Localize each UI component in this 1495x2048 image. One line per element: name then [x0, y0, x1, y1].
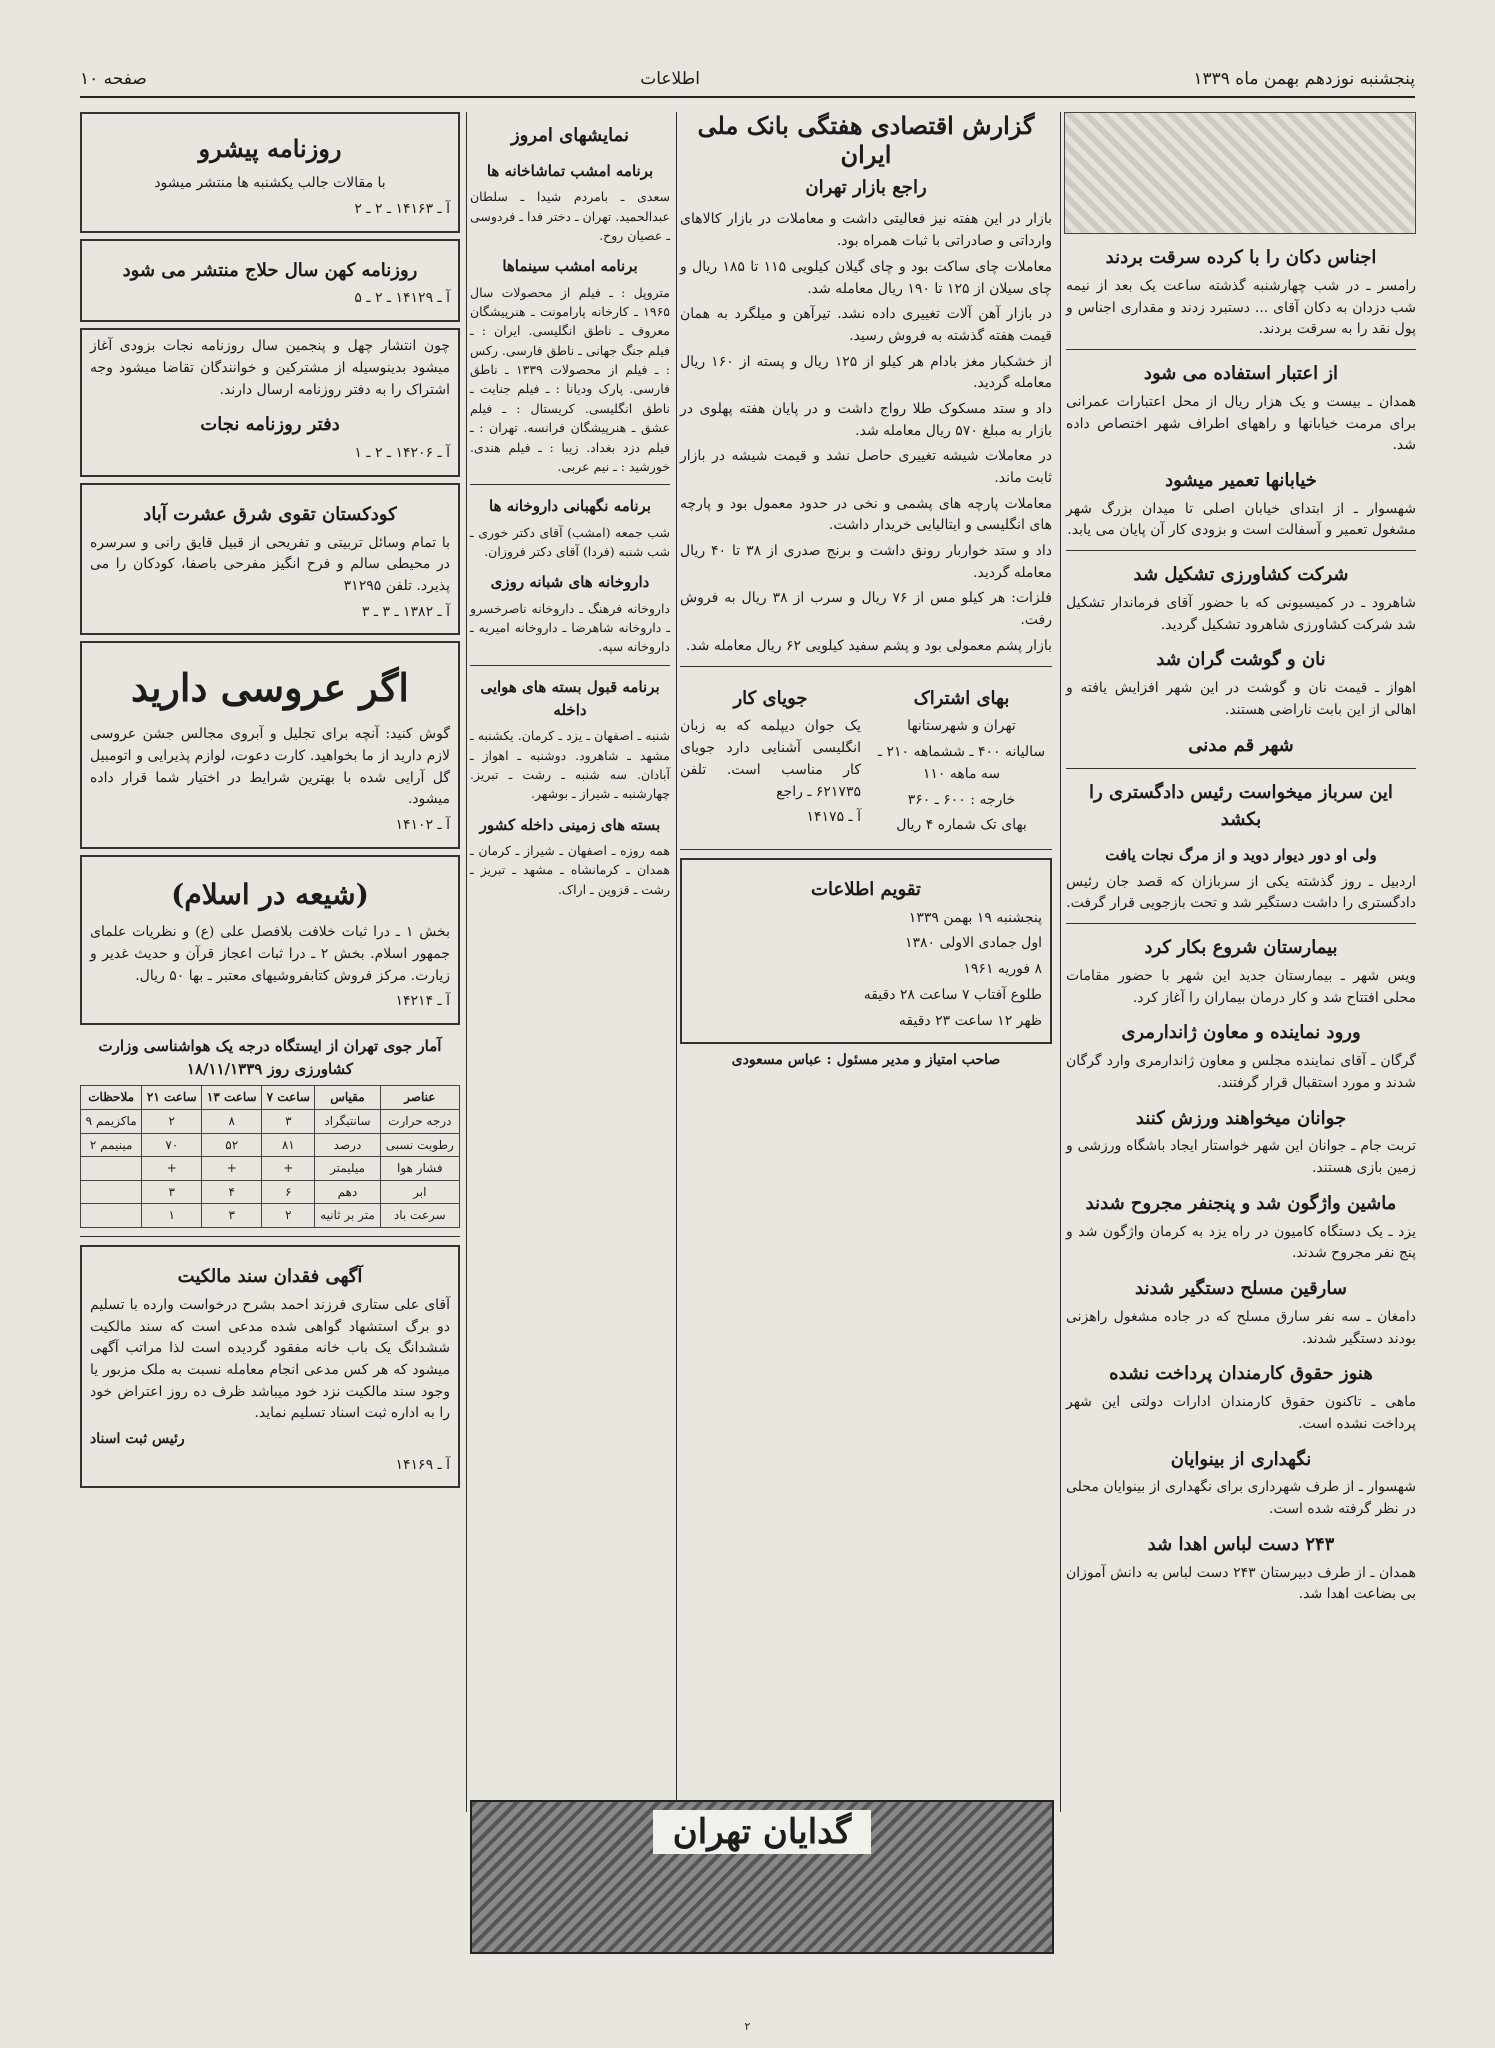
article-body: دامغان ـ سه نفر سارق مسلح که در جاده مشغول راهزنی بودند دستگیر شدند.	[1066, 1308, 1416, 1347]
column-listings	[470, 112, 670, 903]
ad-nejat	[80, 328, 460, 477]
ad-sign: دفتر روزنامه نجات	[200, 414, 340, 436]
headline: ۲۴۳ دست لباس اهدا شد	[1147, 1533, 1335, 1555]
headline: جوانان میخواهند ورزش کنند	[1135, 1107, 1347, 1129]
issue-date: پنجشنبه نوزدهم بهمن ماه ۱۳۳۹	[1193, 69, 1415, 89]
weather-header-cell: ساعت ۱۳	[202, 1086, 262, 1110]
section-title: بسته های زمینی داخله کشور	[479, 815, 661, 834]
weather-row	[81, 1204, 460, 1228]
report-paragraph: در معاملات شیشه تغییری حاصل نشد و قیمت شیشه در بازار ثابت ماند.	[680, 448, 1052, 487]
report-paragraph: داد و ستد مسکوک طلا رواج داشت و در پایان هفته پهلوی در بازار به مبلغ ۵۷۰ ریال معامله شد.	[680, 400, 1052, 439]
headline: خیابانها تعمیر میشود	[1165, 469, 1317, 491]
weather-cell: ماکزیمم ۹	[81, 1109, 142, 1133]
weather-cell: +	[262, 1157, 315, 1181]
section-title: برنامه نگهبانی داروخانه ها	[489, 497, 651, 516]
article-body: ماهی ـ تاکنون حقوق کارمندان ادارات دولتی این شهر پرداخت نشده است.	[1066, 1394, 1416, 1432]
ad-ref: آ ـ ۱۴۲۰۶ ـ ۲ ـ ۱	[354, 445, 450, 462]
article-body: شاهرود ـ در کمیسیونی که با حضور آقای فرماندار تشکیل شد شرکت کشاورزی شاهرود تشکیل گردید.	[1066, 595, 1416, 633]
weather-header-row	[81, 1086, 460, 1110]
weather-cell: ۱	[142, 1204, 202, 1228]
weather-cell: متر بر ثانیه	[315, 1204, 380, 1228]
weather-title: آمار جوی تهران از ایستگاه درجه یک هواشناسی وزارت کشاورزی روز ۱۸/۱۱/۱۳۳۹	[98, 1036, 442, 1079]
headline: شهر قم مدنی	[1188, 734, 1294, 756]
weather-cell: ۶	[262, 1180, 315, 1204]
listing-body: داروخانه فرهنگ ـ داروخانه ناصرخسرو ـ داروخانه شاهرضا ـ داروخانه امیریه ـ داروخانه سپه.	[470, 600, 670, 655]
subscription-title: بهای اشتراک	[913, 687, 1010, 709]
headline: سارقین مسلح دستگیر شدند	[1135, 1278, 1347, 1300]
weather-cell	[81, 1204, 142, 1228]
section-title: داروخانه های شبانه روزی	[490, 573, 650, 592]
weather-cell: سانتیگراد	[315, 1109, 380, 1133]
weather-cell: میلیمتر	[315, 1157, 380, 1181]
report-title: گزارش اقتصادی هفتگی بانک ملی ایران	[697, 111, 1035, 169]
article-body: رامسر ـ در شب چهارشنبه گذشته ساعت یک بعد از نیمه شب دزدان به دکان آقای ... دستبرد زدند و مقداری اجناس و پول نقد را به سرقت بردند.	[1066, 277, 1416, 338]
weather-cell: مینیمم ۲	[81, 1133, 142, 1157]
ad-title: (شیعه در اسلام)	[171, 877, 369, 911]
section-title: برنامه قبول بسته های هوایی داخله	[480, 677, 660, 719]
news-illustration	[1064, 112, 1416, 234]
headline: بیمارستان شروع بکار کرد	[1144, 937, 1338, 958]
jobs-title: جویای کار	[733, 687, 808, 709]
weather-cell: سرعت باد	[380, 1204, 459, 1228]
headline: این سرباز میخواست رئیس دادگستری را بکشد	[1089, 781, 1393, 831]
headline: نگهداری از بینوایان	[1170, 1448, 1312, 1470]
article-body: شهسوار ـ از طرف شهرداری برای نگهداری از بینوایان محلی در نظر گرفته شده است.	[1066, 1479, 1416, 1518]
weather-cell: ۲	[142, 1109, 202, 1133]
ad-wedding	[80, 641, 460, 848]
ad-body: آقای علی ستاری فرزند احمد بشرح درخواست وارده با تسلیم دو برگ استشهاد گواهی شده مدعی است که سند مالکیت ششدانگ یک باب خانه مفقود گردیده است لذا مراتب آگهی میشود که هر کس مدعی انجام معامله نسبت به ملک مزبور یا وجود سند مالکیت نزد خود میباشد ظرف ده روز اعتراض خود را به اداره ثبت اسناد تسلیم نماید.	[90, 1296, 450, 1422]
headline: نان و گوشت گران شد	[1156, 649, 1326, 671]
weather-header-cell: ملاحظات	[81, 1086, 142, 1110]
ad-ref: آ ـ ۱۳۸۲ ـ ۳ ـ ۳	[361, 603, 450, 620]
jobs-body: یک جوان دیپلمه که به زبان انگلیسی آشنایی دارد جویای کار مناسب است. تلفن ۶۲۱۷۳۵ ـ راجع	[680, 718, 861, 800]
column-economic-report	[680, 112, 1052, 1076]
weather-header-cell: مقیاس	[315, 1086, 380, 1110]
column-rule	[466, 112, 467, 1812]
section-title: برنامه امشب سینماها	[502, 257, 638, 276]
report-paragraph: داد و ستد خواربار رونق داشت و برنج صدری از ۳۸ تا ۴۰ ریال معامله گردید.	[680, 543, 1052, 581]
ad-sign: رئیس ثبت اسناد	[90, 1430, 185, 1447]
jobs-box	[680, 675, 861, 841]
calendar-line: پنجشنبه ۱۹ بهمن ۱۳۳۹	[908, 909, 1042, 926]
weather-cell: ۴	[202, 1180, 262, 1204]
weather-cell: +	[142, 1157, 202, 1181]
subscription-prices: سالیانه ۴۰۰ ـ ششماهه ۲۱۰ ـ سه ماهه ۱۱۰	[877, 744, 1046, 782]
calendar-line: ۸ فوریه ۱۹۶۱	[963, 961, 1042, 978]
weather-row	[81, 1109, 460, 1133]
weather-cell: درجه حرارت	[380, 1109, 459, 1133]
ad-ref: آ ـ ۱۴۱۲۹ ـ ۲ ـ ۵	[354, 290, 450, 307]
headline: هنوز حقوق کارمندان پرداخت نشده	[1109, 1363, 1373, 1385]
page-footer	[80, 2020, 1415, 2033]
listing-body: سعدی ـ بامردم شیدا ـ سلطان عبدالحمید. تهران ـ دختر فدا ـ فردوسی ـ عصیان روح.	[470, 189, 670, 243]
weather-cell: دهم	[315, 1180, 380, 1204]
report-paragraph: معاملات پارچه های پشمی و نخی در حدود معمول بود و پارچه های انگلیسی و ایتالیایی خریدار داشت.	[680, 495, 1052, 534]
jobs-ref: آ ـ ۱۴۱۷۵	[806, 809, 861, 826]
article-body: همدان ـ بیست و یک هزار ریال از محل اعتبارات عمرانی برای مرمت خیابانها و راههای اطراف شهر اختصاص داده شد.	[1066, 393, 1416, 454]
section-title: برنامه امشب تماشاخانه ها	[486, 161, 654, 180]
masthead	[80, 62, 1415, 98]
weather-row	[81, 1133, 460, 1157]
weather-cell: فشار هوا	[380, 1157, 459, 1181]
ad-shia-book	[80, 855, 460, 1025]
weather-cell: ۸۱	[262, 1133, 315, 1157]
ad-body: با تمام وسائل تربیتی و تفریحی از قبیل قایق رانی و سرسره در محیطی سالم و فرح انگیز مفرحی باصفا، کودکان را می پذیرد. تلفن ۳۱۲۹۵	[90, 534, 450, 595]
report-paragraph: فلزات: هر کیلو مس از ۷۶ ریال و سرب از ۳۸ ریال به فروش رفت.	[680, 590, 1052, 629]
publisher-credit: صاحب امتیاز و مدیر مسئول : عباس مسعودی	[731, 1052, 1001, 1069]
column-rule	[676, 112, 677, 1812]
weather-table	[80, 1085, 460, 1228]
weather-cell: رطوبت نسبی	[380, 1133, 459, 1157]
listing-body: متروپل : ـ فیلم از محصولات سال ۱۹۶۵ ـ کارخانه پارامونت ـ هنرپیشگان معروف ـ ناطق انگلیسی. ایران : ـ فیلم جنگ جهانی ـ ناطق فارسی. رکس : ـ فیلم از محصولات ۱۳۳۹ ـ ناطق فارسی. پارک ودیانا : ـ فیلم جنایت ـ ناطق انگلیسی. کریستال : ـ فیلم عشق ـ هنرپیشگان فرانسه. تهران : ـ فیلم دزد بغداد. زیبا : ـ فیلم هندی. خورشید : ـ نیم عربی.	[470, 284, 670, 474]
report-paragraph: از خشکبار مغز بادام هر کیلو از ۱۲۵ ریال و پسته از ۱۶۰ ریال معامله گردید.	[680, 353, 1053, 392]
article-body: اهواز ـ قیمت نان و گوشت در این شهر افزایش یافته و اهالی از این بابت ناراضی هستند.	[1066, 680, 1416, 719]
ad-body: با مقالات جالب یکشنبه ها منتشر میشود	[154, 175, 386, 192]
subscription-region: تهران و شهرستانها	[907, 718, 1016, 735]
headline: از اعتبار استفاده می شود	[1143, 362, 1339, 384]
calendar-line: ظهر ۱۲ ساعت ۲۳ دقیقه	[898, 1012, 1042, 1029]
ad-body: چون انتشار چهل و پنجمین سال روزنامه نجات بزودی آغاز میشود بدینوسیله از مشترکین و خوانندگان تقاضا میشود وجه اشتراک را به دفتر روزنامه ارسال دارند.	[90, 338, 450, 398]
column-ads	[80, 112, 460, 1494]
headline: اجناس دکان را با کرده سرقت بردند	[1105, 247, 1377, 268]
weather-cell: ۳	[262, 1109, 315, 1133]
headline: ماشین واژگون شد و پنجنفر مجروح شدند	[1085, 1192, 1397, 1214]
weather-row	[81, 1157, 460, 1181]
paper-name: اطلاعات	[640, 69, 700, 89]
weather-cell: درصد	[315, 1133, 380, 1157]
calendar-line: اول جمادی الاولی ۱۳۸۰	[904, 935, 1042, 952]
calendar-box	[680, 858, 1052, 1044]
weather-header-cell: عناصر	[380, 1086, 459, 1110]
ad-title: اگر عروسی دارید	[131, 665, 409, 711]
weather-cell: ۳	[202, 1204, 262, 1228]
weather-cell	[81, 1180, 142, 1204]
subscription-foreign: خارجه : ۶۰۰ ـ ۳۶۰	[907, 791, 1016, 808]
article-body: همدان ـ از طرف دبیرستان ۲۴۳ دست لباس به دانش آموزان بی بضاعت اهدا شد.	[1066, 1564, 1416, 1603]
weather-cell: ۷۰	[142, 1133, 202, 1157]
listing-body: شنبه ـ اصفهان ـ یزد ـ کرمان. یکشنبه ـ مشهد ـ شاهرود. دوشنبه ـ اهواز ـ آبادان. سه شنبه ـ رشت ـ تبریز. چهارشنبه ـ شیراز ـ بوشهر.	[470, 728, 670, 802]
ad-lost-deed	[80, 1245, 460, 1488]
article-body: یزد ـ یک دستگاه کامیون در راه یزد به کرمان واژگون شد و پنج نفر مجروح شدند.	[1066, 1223, 1416, 1262]
weather-cell: ابر	[380, 1180, 459, 1204]
weather-cell: ۳	[142, 1180, 202, 1204]
ad-kindergarten	[80, 483, 460, 636]
subscription-box	[871, 675, 1052, 841]
article-body: ویس شهر ـ بیمارستان جدید این شهر با حضور مقامات محلی افتتاح شد و کار درمان بیماران را آغاز کرد.	[1066, 967, 1416, 1006]
film-title: گدایان تهران	[653, 1810, 871, 1854]
article-body: اردبیل ـ روز گذشته یکی از سربازان که قصد جان رئیس دادگستری را داشت دستگیر شد و تحت بازجویی قرار گرفت.	[1066, 873, 1416, 912]
ad-ref: آ ـ ۱۴۱۶۳ ـ ۲ ـ ۲	[354, 200, 450, 217]
report-paragraph: بازار پشم معمولی بود و پشم سفید کیلویی ۶۲ ریال معامله شد.	[685, 637, 1052, 654]
article-body: گرگان ـ آقای نماینده مجلس و معاون ژاندارمری وارد گرگان شدند و مورد استقبال قرار گرفتند.	[1066, 1053, 1416, 1091]
ad-body: بخش ۱ ـ درا ثبات خلافت بلافصل علی (ع) و نظریات علمای جمهور اسلام. بخش ۲ ـ درا ثبات اعجاز قرآن و حدیث غدیر و زیارت. مرکز فروش کتابفروشیهای معتبر ـ بها ۵۰ ریال.	[90, 924, 451, 984]
weather-cell: ۸	[202, 1109, 262, 1133]
calendar-line: طلوع آفتاب ۷ ساعت ۲۸ دقیقه	[863, 986, 1042, 1003]
ad-title: کودکستان تقوی شرق عشرت آباد	[143, 503, 397, 525]
report-paragraph: در بازار آهن آلات تغییری داده نشد. تیرآهن و میلگرد به همان قیمت هفته گذشته به فروش رسید.	[680, 306, 1052, 344]
page-number: صفحه ۱۰	[80, 69, 147, 89]
weather-cell: ۵۲	[202, 1133, 262, 1157]
weather-header-cell: ساعت ۷	[262, 1086, 315, 1110]
column-local-news	[1066, 112, 1416, 1610]
ad-title: روزنامه کهن سال حلاج منتشر می شود	[122, 259, 418, 281]
subheadline: ولی او دور دیوار دوید و از مرگ نجات یافت	[1105, 846, 1377, 865]
listings-title: نمایشهای امروز	[510, 125, 630, 146]
ad-ref: آ ـ ۱۴۲۱۴	[395, 993, 450, 1010]
footer-mark: ۲	[744, 2020, 751, 2033]
report-paragraph: معاملات چای ساکت بود و چای گیلان کیلویی ۱۱۵ تا ۱۸۵ ریال و چای سیلان از ۱۲۵ تا ۱۹۰ ریال معامله شد.	[680, 258, 1052, 297]
ad-ref: آ ـ ۱۴۱۰۲	[395, 817, 450, 834]
ad-hallaj	[80, 239, 460, 323]
ad-title: روزنامه پیشرو	[198, 134, 342, 163]
weather-cell: ۲	[262, 1204, 315, 1228]
headline: ورود نماینده و معاون ژاندارمری	[1121, 1022, 1361, 1044]
weather-cell: +	[202, 1157, 262, 1181]
headline: شرکت کشاورزی تشکیل شد	[1133, 564, 1349, 586]
ad-ref: آ ـ ۱۴۱۶۹	[395, 1456, 450, 1473]
film-advert	[470, 1800, 1054, 1954]
listing-body: شب جمعه (امشب) آقای دکتر خوری ـ شب شنبه (فردا) آقای دکتر فروزان.	[470, 524, 670, 559]
weather-row	[81, 1180, 460, 1204]
weather-cell	[81, 1157, 142, 1181]
article-body: شهسوار ـ از ابتدای خیابان اصلی تا میدان بزرگ شهر مشغول تعمیر و آسفالت است و بزودی کار آن پایان می یابد.	[1066, 500, 1416, 539]
article-body: تربت جام ـ جوانان این شهر خواستار ایجاد باشگاه ورزشی و زمین بازی هستند.	[1066, 1138, 1416, 1177]
weather-header-cell: ساعت ۲۱	[142, 1086, 202, 1110]
calendar-title: تقویم اطلاعات	[811, 878, 921, 900]
report-subtitle: راجع بازار تهران	[805, 176, 927, 198]
single-copy-price: بهای تک شماره ۴ ریال	[896, 817, 1027, 834]
ad-pishro	[80, 112, 460, 233]
report-paragraph: بازار در این هفته نیز فعالیتی داشت و معاملات در بازار کالاهای وارداتی و صادراتی با ثبات همراه بود.	[680, 211, 1052, 250]
column-rule	[1060, 112, 1061, 1812]
ad-title: آگهی فقدان سند مالکیت	[177, 1265, 363, 1287]
listing-body: همه روزه ـ اصفهان ـ شیراز ـ کرمان ـ همدان ـ کرمانشاه ـ مشهد ـ تبریز ـ رشت ـ قزوین ـ اراک.	[470, 842, 670, 897]
ad-body: گوش کنید: آنچه برای تجلیل و آبروی مجالس جشن عروسی لازم دارید از ما بخواهید. کارت دعوت، لوازم پذیرایی و اتومبیل گل آرایی شده با بهترین شرایط در اختیار شما قرار داده میشود.	[90, 726, 450, 808]
